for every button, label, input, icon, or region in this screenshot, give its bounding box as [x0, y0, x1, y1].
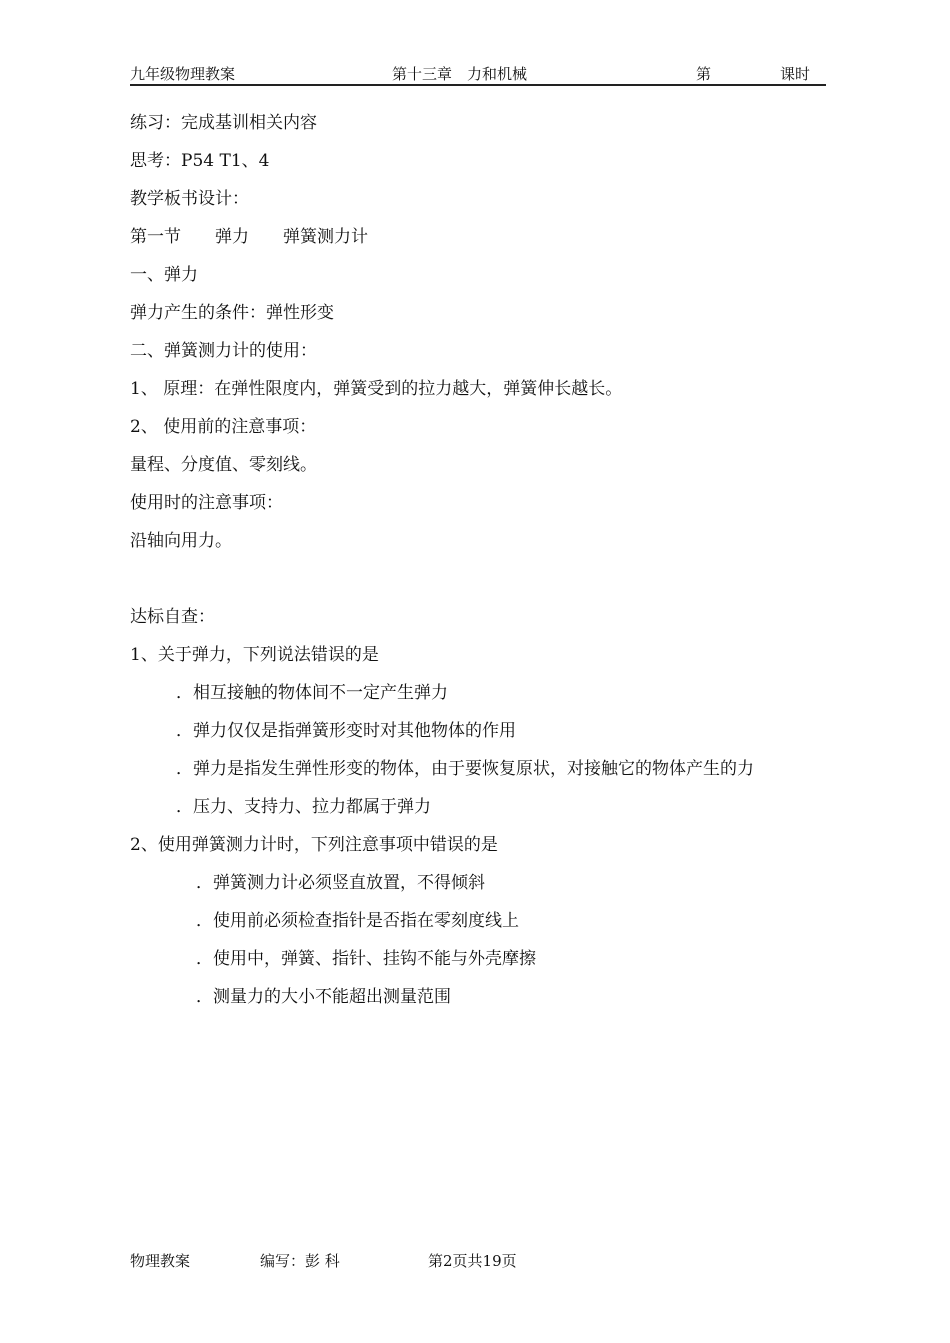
question-2-option: ．弹簧测力计必须竖直放置，不得倾斜	[196, 873, 485, 893]
question-1-option: ．弹力是指发生弹性形变的物体，由于要恢复原状，对接触它的物体产生的力	[176, 759, 754, 779]
page-body	[130, 108, 850, 1020]
header-lesson-suffix: 课时	[780, 65, 811, 83]
question-1-option: ．弹力仅仅是指弹簧形变时对其他物体的作用	[176, 721, 516, 741]
before-use-heading: 2、 使用前的注意事项：	[130, 417, 317, 437]
board-design-heading: 教学板书设计：	[130, 189, 249, 209]
principle-line: 1、 原理：在弹性限度内，弹簧受到的拉力越大，弹簧伸长越长。	[130, 379, 623, 399]
question-1-option: ．相互接触的物体间不一定产生弹力	[176, 683, 448, 703]
question-1: 1、关于弹力，下列说法错误的是	[130, 645, 379, 665]
question-1-option: ．压力、支持力、拉力都属于弹力	[176, 797, 431, 817]
page-header	[130, 64, 826, 86]
condition-line: 弹力产生的条件：弹性形变	[130, 303, 334, 323]
question-2-option: ．使用前必须检查指针是否指在零刻度线上	[196, 911, 519, 931]
footer-subject: 物理教案	[130, 1252, 191, 1270]
header-chapter: 第十三章 力和机械	[392, 65, 528, 83]
subheading-spring-scale: 二、弹簧测力计的使用：	[130, 341, 317, 361]
thinking-line: 思考：P54 T1、4	[130, 151, 270, 171]
question-2: 2、使用弹簧测力计时，下列注意事项中错误的是	[130, 835, 498, 855]
header-lesson-prefix: 第	[696, 65, 712, 83]
footer-author: 编写：彭 科	[260, 1252, 340, 1270]
during-use-heading: 使用时的注意事项：	[130, 493, 283, 513]
spacer	[130, 564, 850, 602]
footer-page-number: 第2页共19页	[428, 1252, 517, 1270]
question-2-option: ．测量力的大小不能超出测量范围	[196, 987, 451, 1007]
before-use-items: 量程、分度值、零刻线。	[130, 455, 317, 475]
exercise-line: 练习：完成基训相关内容	[130, 113, 317, 133]
header-course-title: 九年级物理教案	[130, 65, 236, 83]
question-2-option: ．使用中，弹簧、指针、挂钩不能与外壳摩擦	[196, 949, 536, 969]
section-title: 第一节 弹力 弹簧测力计	[130, 227, 368, 247]
subheading-elastic-force: 一、弹力	[130, 265, 198, 285]
self-check-heading: 达标自查：	[130, 607, 215, 627]
during-use-items: 沿轴向用力。	[130, 531, 232, 551]
